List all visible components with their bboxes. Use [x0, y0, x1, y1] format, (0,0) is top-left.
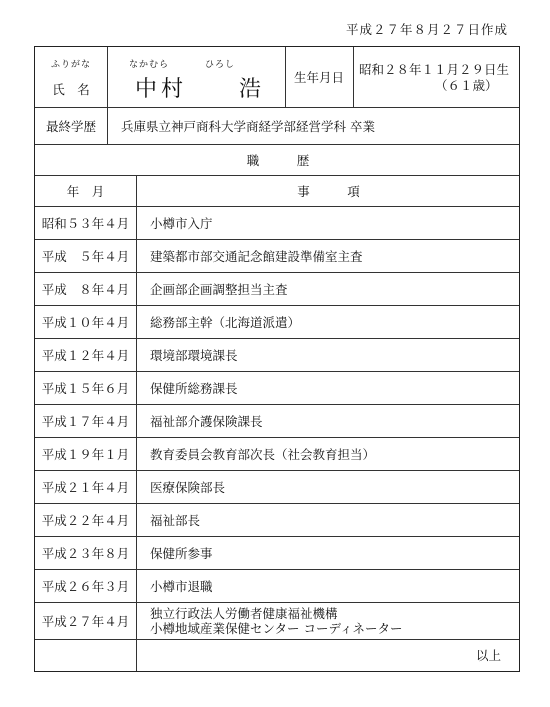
row-event: 福祉部長 [150, 512, 201, 528]
row-event: 教育委員会教育部次長（社会教育担当） [150, 446, 376, 462]
row-date: 昭和５３年４月 [41, 215, 130, 231]
age: （６１歳） [435, 78, 498, 93]
career-title: 職 歴 [246, 152, 310, 168]
row-event: 企画部企画調整担当主査 [150, 281, 288, 297]
name-label: 氏 名 [52, 82, 90, 97]
row-event: 福祉部介護保険課長 [150, 413, 263, 429]
row-event: 小樽市入庁 [150, 215, 213, 231]
row-date: 平成２３年８月 [41, 545, 130, 561]
furigana-given-name: ひろし [205, 59, 236, 70]
divider [353, 47, 354, 107]
person-name: 中村 浩 [135, 76, 266, 102]
resume-table [34, 46, 520, 672]
divider [35, 639, 519, 640]
row-date: 平成２７年４月 [41, 613, 130, 629]
row-event: 保健所総務課長 [150, 380, 238, 396]
row-date: 平成１２年４月 [41, 347, 130, 363]
row-date: 平成 ８年４月 [41, 281, 130, 297]
divider [136, 175, 137, 671]
furigana-surname: なかむら [129, 59, 170, 70]
row-event: 医療保険部長 [150, 479, 226, 495]
birth-date: 昭和２８年１１月２９日生 [359, 62, 510, 77]
row-date: 平成２１年４月 [41, 479, 130, 495]
column-header-event: 事 項 [297, 183, 360, 199]
row-date: 平成２２年４月 [41, 512, 130, 528]
row-date: 平成１５年６月 [41, 380, 130, 396]
education-label: 最終学歴 [45, 118, 96, 134]
creation-date: 平成２７年８月２７日作成 [345, 22, 508, 37]
furigana-label: ふりがな [50, 59, 91, 70]
row-event: 環境部環境課長 [150, 347, 238, 363]
row-event: 総務部主幹（北海道派遣） [150, 314, 301, 330]
row-date: 平成２６年３月 [41, 578, 130, 594]
row-event: 保健所参事 [150, 545, 213, 561]
birth-label: 生年月日 [293, 70, 344, 85]
closing-mark: 以上 [475, 648, 501, 663]
row-date: 平成１９年１月 [41, 446, 130, 462]
row-event-multiline [150, 606, 402, 636]
row-event: 建築都市部交通記念館建設準備室主査 [150, 248, 363, 264]
row-date: 平成 ５年４月 [41, 248, 130, 264]
column-header-date: 年 月 [66, 183, 105, 199]
divider [107, 47, 108, 144]
education-value: 兵庫県立神戸商科大学商経学部経営学科 卒業 [121, 118, 375, 134]
row-event-line2: 小樽地域産業保健センター コーディネーター [150, 621, 403, 636]
row-date: 平成１７年４月 [41, 413, 130, 429]
row-date: 平成１０年４月 [41, 314, 130, 330]
row-event: 独立行政法人労働者健康福祉機構 [150, 606, 338, 621]
row-event: 小樽市退職 [150, 578, 213, 594]
